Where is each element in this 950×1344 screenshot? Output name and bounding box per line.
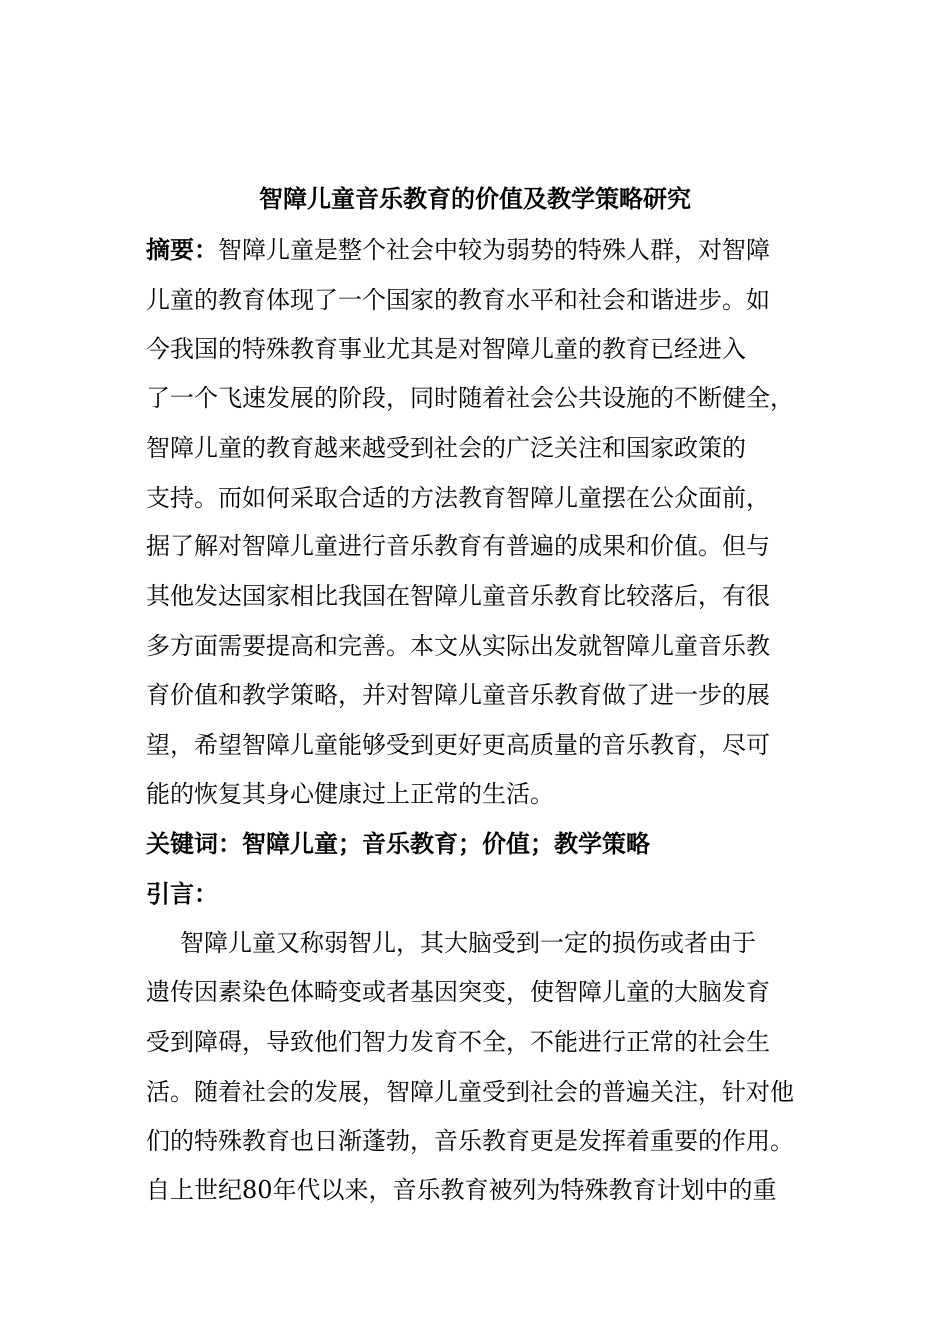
abstract-line-12: 能的恢复其身心健康过上正常的生活。 — [146, 780, 554, 808]
abstract-line-9: 多方面需要提高和完善。本文从实际出发就智障儿童音乐教 — [146, 632, 770, 660]
abstract-line-11: 望，希望智障儿童能够受到更好更高质量的音乐教育，尽可 — [146, 731, 770, 759]
intro-heading: 引言： — [146, 879, 218, 908]
abstract-line-3: 今我国的特殊教育事业尤其是对智障儿童的教育已经进入 — [146, 335, 746, 363]
abstract-line-5: 智障儿童的教育越来越受到社会的广泛关注和国家政策的 — [146, 434, 746, 462]
intro-line-2: 遗传因素染色体畸变或者基因突变，使智障儿童的大脑发育 — [146, 978, 770, 1006]
abstract-line-4: 了一个飞速发展的阶段，同时随着社会公共设施的不断健全， — [146, 384, 794, 412]
abstract-line-8: 其他发达国家相比我国在智障儿童音乐教育比较落后，有很 — [146, 582, 770, 610]
abstract-line-2: 儿童的教育体现了一个国家的教育水平和社会和谐进步。如 — [146, 286, 770, 314]
abstract-line-1 — [146, 232, 770, 268]
abstract-label: 摘要： — [146, 235, 218, 264]
keywords-line: 关键词：智障儿童；音乐教育；价值；教学策略 — [146, 829, 650, 858]
abstract-line-7: 据了解对智障儿童进行音乐教育有普遍的成果和价值。但与 — [146, 532, 770, 560]
intro-line-1: 智障儿童又称弱智儿，其大脑受到一定的损伤或者由于 — [180, 929, 756, 957]
intro-line-4: 活。随着社会的发展，智障儿童受到社会的普遍关注，针对他 — [146, 1078, 794, 1106]
intro-line-5: 们的特殊教育也日渐蓬勃，音乐教育更是发挥着重要的作用。 — [146, 1127, 794, 1155]
intro-line-6: 自上世纪80年代以来，音乐教育被列为特殊教育计划中的重 — [146, 1176, 777, 1204]
abstract-line-10: 育价值和教学策略，并对智障儿童音乐教育做了进一步的展 — [146, 681, 770, 709]
intro-line-3: 受到障碍，导致他们智力发育不全，不能进行正常的社会生 — [146, 1028, 770, 1056]
abstract-line-6: 支持。而如何采取合适的方法教育智障儿童摆在公众面前， — [146, 484, 770, 512]
abstract-text: 智障儿童是整个社会中较为弱势的特殊人群，对智障 — [218, 236, 770, 264]
document-title: 智障儿童音乐教育的价值及教学策略研究 — [259, 184, 691, 213]
